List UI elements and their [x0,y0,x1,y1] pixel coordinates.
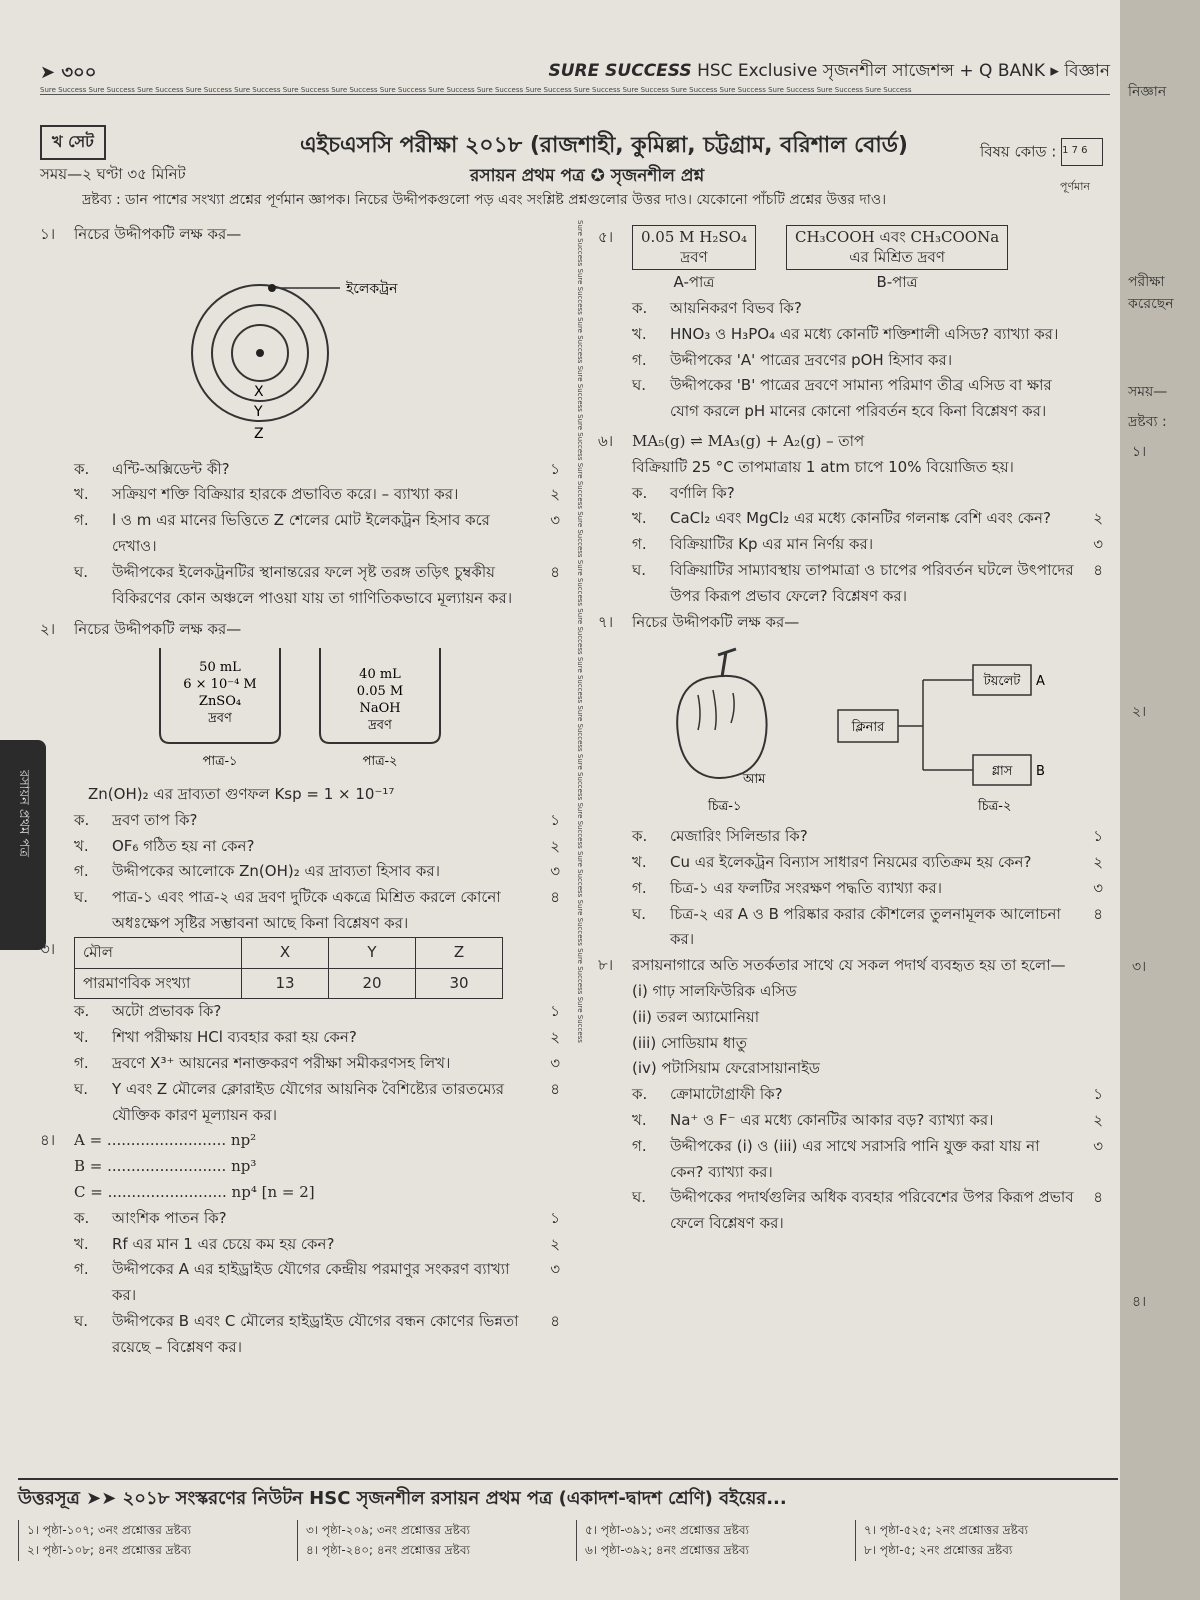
toilet-a: A [1036,674,1045,690]
sub-question [598,1082,1103,1108]
footer-col [297,1520,576,1561]
vessel2-solute: NaOH [359,701,401,717]
q2-parts [40,808,560,937]
sub-question-label: ক. [74,1208,90,1227]
beakers-diagram [120,643,480,773]
question-6 [598,429,1103,610]
fruit-label: আম [743,772,766,788]
sub-question-label: ঘ. [74,1079,89,1098]
sub-question-text: HNO₃ ও H₃PO₄ এর মধ্যে কোনটি শক্তিশালী এসিড? ব্যাখ্যা কর। [670,324,1059,343]
sub-question [40,999,560,1025]
answer-reference-footer [18,1478,1118,1600]
sub-question-marks: ২ [550,1028,560,1047]
question-3 [40,937,560,1129]
sub-question-marks: ৪ [550,888,560,907]
left-column [40,222,560,1361]
adjacent-fragment: ১। [1132,444,1147,460]
sub-question-marks: ৪ [1093,561,1103,580]
set-badge: খ সেট [40,125,106,160]
sub-question-text: দ্রবণে X³⁺ আয়নের শনাক্তকরণ পরীক্ষা সমীকরণসহ লিখ। [112,1053,451,1072]
q4-line-b: B = ......................... np³ [74,1157,257,1176]
question-8 [598,953,1103,1237]
table-cell: Y [329,937,416,968]
sub-question-label: গ. [632,535,647,554]
sub-question [598,1108,1103,1134]
sub-question-label: ঘ. [632,1188,647,1207]
table-cell: 30 [416,968,503,999]
sub-question [598,824,1103,850]
sub-question-marks: ১ [550,810,560,829]
sub-question-text: OF₆ গঠিত হয় না কেন? [112,836,255,855]
sub-question-marks: ৪ [550,562,560,581]
atom-diagram [160,248,560,448]
sub-question-label: ক. [632,483,648,502]
right-column [598,225,1103,1237]
vessel1-solution: দ্রবণ [208,711,232,727]
sub-question-marks: ২ [550,1234,560,1253]
adjacent-fragment: ২। [1132,704,1147,720]
q4-parts [40,1206,560,1361]
sub-question [40,834,560,860]
adjacent-page [1120,0,1200,1600]
sub-question-marks: ২ [1093,509,1103,528]
subject-code-box [1061,138,1103,166]
sub-question-text: আয়নিকরণ বিভব কি? [670,299,802,318]
fig1-label: চিত্র-১ [708,799,742,815]
sub-question-marks: ২ [1093,853,1103,872]
sub-question-text: বর্ণালি কি? [670,483,735,502]
brand-text: HSC Exclusive সৃজনশীল সাজেশন্স + Q BANK ▸ বিজ্ঞান [697,61,1110,81]
sub-question [40,808,560,834]
sub-question-text: পাত্র-১ এবং পাত্র-২ এর দ্রবণ দুটিকে একত্রে মিশ্রিত করলে কোনো অধঃক্ষেপ সৃষ্টির সম্ভাবনা আছে কিনা বিশ্লেষণ কর। [112,888,501,932]
sub-question-marks: ১ [550,1002,560,1021]
footer-ref: ৪। পৃষ্ঠা-২৪০; ৪নং প্রশ্নোত্তর দ্রষ্টব্য [306,1543,470,1558]
column-divider: Sure Success Sure Success Sure Success Sure Success Sure Success Sure Success Sure Success Sure Success Sure Success Sure Success Sure Success Sure Success Sure Success Sure Success Sure Success Sure Success Sure Success [576,220,584,1043]
box-b-label: B-পাত্র [876,273,918,292]
subject-code-value: 1 7 6 [1062,145,1088,156]
sub-question-marks: ১ [1093,1085,1103,1104]
sub-question [598,876,1103,902]
sub-question-label: খ. [632,1111,647,1130]
q1-stem: নিচের উদ্দীপকটি লক্ষ কর— [74,225,242,243]
sub-question-text: উদ্দীপকের A এর হাইড্রাইড যৌগের কেন্দ্রীয় পরমাণুর সংকরণ ব্যাখ্যা কর। [112,1260,510,1305]
q3-parts [40,999,560,1128]
footer-ref: ৩। পৃষ্ঠা-২০৯; ৩নং প্রশ্নোত্তর দ্রষ্টব্য [306,1523,471,1537]
sub-question [598,850,1103,876]
sub-question-marks: ৪ [1093,1188,1103,1207]
sub-question-marks: ৩ [550,1053,560,1072]
q8-parts [598,1082,1103,1237]
sub-question [40,1025,560,1051]
sub-question [598,1134,1103,1186]
shell-z-label: Z [254,425,264,442]
sub-question [598,1185,1103,1237]
sub-question-text: উদ্দীপকের পদার্থগুলির অধিক ব্যবহার পরিবেশের উপর কিরূপ প্রভাব ফেলে বিশ্লেষণ কর। [670,1188,1074,1233]
sub-question-marks: ১ [550,1208,560,1227]
q7-figures [618,635,1098,815]
adjacent-fragment: নিজ্ঞান [1128,84,1167,100]
sub-question-marks: ৪ [550,1311,560,1330]
toilet-label: টয়লেট [983,674,1021,690]
sub-question-label: ক. [74,1002,90,1021]
sub-question [40,457,560,483]
sub-question-text: চিত্র-১ এর ফলটির সংরক্ষণ পদ্ধতি ব্যাখ্যা কর। [670,878,942,897]
electron-label: ইলেকট্রন [346,280,398,297]
vessel1-volume: 50 mL [199,660,241,676]
glass-label: গ্লাস [991,764,1013,780]
sub-question-text: সক্রিয়ণ শক্তি বিক্রিয়ার হারকে প্রভাবিত করে। – ব্যাখ্যা কর। [112,485,459,504]
q3-number: ৩। [40,939,56,958]
sub-question-text: উদ্দীপকের আলোকে Zn(OH)₂ এর দ্রাব্যতা হিসাব কর। [112,862,440,881]
sub-question [598,348,1103,374]
q4-line-a: A = ......................... np² [74,1131,257,1150]
table-cell: 20 [329,968,416,999]
question-2 [40,617,560,936]
sub-question-text: l ও m এর মানের ভিত্তিতে Z শেলের মোট ইলেকট্রন হিসাব করে দেখাও। [112,511,490,555]
adjacent-fragment: পরীক্ষা [1128,274,1165,290]
q7-parts [598,824,1103,953]
footer-ref: ৭। পৃষ্ঠা-৫২৫; ২নং প্রশ্নোত্তর দ্রষ্টব্য [864,1523,1028,1537]
sub-question-text: অটো প্রভাবক কি? [112,1002,222,1021]
vessel1-label: পাত্র-১ [202,754,238,770]
exam-title: এইচএসসি পরীক্ষা ২০১৮ (রাজশাহী, কুমিল্লা, চট্টগ্রাম, বরিশাল বোর্ড) [300,133,908,158]
brand-header [549,58,1111,86]
sub-question-text: Cu এর ইলেকট্রন বিন্যাস সাধারণ নিয়মের ব্যতিক্রম হয় কেন? [670,853,1032,872]
sub-question [40,482,560,508]
sub-question-label: গ. [632,1136,647,1155]
sub-question-label: ক. [632,1085,648,1104]
sub-question-text: Na⁺ ও F⁻ এর মধ্যে কোনটির আকার বড়? ব্যাখ্যা কর। [670,1111,994,1130]
ksp-line: Zn(OH)₂ এর দ্রাব্যতা গুণফল Ksp = 1 × 10⁻¹⁷ [88,784,395,803]
sub-question [598,322,1103,348]
brand-logo: SURE SUCCESS [548,61,692,81]
table-row [75,937,503,968]
question-1 [40,222,560,611]
footer-col [18,1520,297,1561]
vessel2-label: পাত্র-২ [362,754,398,770]
sub-question-label: গ. [632,878,647,897]
sub-question-marks: ১ [1093,827,1103,846]
q8-item-2: (ii) তরল অ্যামোনিয়া [632,1007,760,1026]
table-cell: পারমাণবিক সংখ্যা [75,968,242,999]
table-cell: মৌল [75,937,242,968]
q1-parts [40,457,560,612]
sub-question-text: CaCl₂ এবং MgCl₂ এর মধ্যে কোনটির গলনাঙ্ক বেশি এবং কেন? [670,509,1051,528]
sub-question-text: চিত্র-২ এর A ও B পরিষ্কার করার কৌশলের তুলনামূলক আলোচনা কর। [670,904,1061,949]
footer-ref: ৮। পৃষ্ঠা-৫; ২নং প্রশ্নোত্তর দ্রষ্টব্য [864,1543,1013,1558]
sub-question [40,560,560,612]
table-cell: 13 [242,968,329,999]
sub-question-label: ঘ. [632,376,647,395]
sub-question-marks: ৩ [550,1260,560,1279]
box-a-line1: 0.05 M H₂SO₄ [641,228,747,246]
vessel2-conc: 0.05 M [356,684,404,700]
q4-line-c: C = ......................... np⁴ [n = 2] [74,1182,315,1201]
sub-question-label: ঘ. [74,1311,89,1330]
adjacent-fragment: দ্রষ্টব্য : [1128,414,1167,430]
sub-question-marks: ২ [1093,1111,1103,1130]
box-a-line2: দ্রবণ [680,247,708,266]
sub-question-text: উদ্দীপকের B এবং C মৌলের হাইড্রাইড যৌগের বন্ধন কোণের ভিন্নতা রয়েছে – বিশ্লেষণ কর। [112,1311,519,1356]
sub-question-label: গ. [74,1053,89,1072]
q5-parts [598,296,1103,425]
side-tab-label: রসায়ন প্রথম পত্র [16,770,31,857]
sub-question-marks: ৩ [1093,878,1103,897]
sub-question-label: খ. [74,1028,89,1047]
sub-question [598,481,1103,507]
q8-item-1: (i) গাঢ় সালফিউরিক এসিড [632,982,797,1001]
sub-question [40,508,560,560]
table-cell: Z [416,937,503,968]
glass-b: B [1036,764,1045,780]
sub-question [40,1257,560,1309]
header-strip: Sure Success Sure Success Sure Success Sure Success Sure Success Sure Success Sure Success Sure Success Sure Success Sure Success Sure Success Sure Success Sure Success Sure Success Sure Success Sure Success Sure Success Sure Success [40,86,1110,95]
q5-number: ৫। [598,228,614,246]
sub-question-label: খ. [632,853,647,872]
footer-col [576,1520,855,1561]
exam-note: দ্রষ্টব্য : ডান পাশের সংখ্যা প্রশ্নের পূর্ণমান জ্ঞাপক। নিচের উদ্দীপকগুলো পড় এবং সংশ্লিষ্ট প্রশ্নগুলোর উত্তর দাও। যেকোনো পাঁচটি প্রশ্নের উত্তর দাও। [82,192,887,208]
q8-item-3: (iii) সোডিয়াম ধাতু [632,1033,747,1052]
sub-question-text: দ্রবণ তাপ কি? [112,810,198,829]
sub-question-label: খ. [74,1234,89,1253]
q6-stem: বিক্রিয়াটি 25 °C তাপমাত্রায় 1 atm চাপে 10% বিয়োজিত হয়। [632,457,1014,476]
page-number: ➤ ৩০০ [40,62,97,83]
exam-subject: রসায়ন প্রথম পত্র ✪ সৃজনশীল প্রশ্ন [470,166,705,186]
adjacent-fragment: সময়— [1128,384,1168,400]
sub-question [40,885,560,937]
footer-ref: ৬। পৃষ্ঠা-৩৯২; ৪নং প্রশ্নোত্তর দ্রষ্টব্য [585,1543,749,1558]
sub-question-text: উদ্দীপকের ইলেকট্রনটির স্থানান্তরের ফলে সৃষ্ট তরঙ্গ তড়িৎ চুম্বকীয় বিকিরণের কোন অঞ্চলে পাওয়া যায় তা গাণিতিকভাবে মূল্যায়ন কর। [112,562,513,607]
sub-question [598,558,1103,610]
sub-question-marks: ২ [550,485,560,504]
sub-question-label: ঘ. [74,888,89,907]
sub-question-label: ক. [74,459,90,478]
sub-question-marks: ১ [550,459,560,478]
sub-question-text: শিখা পরীক্ষায় HCl ব্যবহার করা হয় কেন? [112,1028,357,1047]
question-7 [598,610,1103,954]
sub-question [598,296,1103,322]
box-a-label: A-পাত্র [673,273,715,292]
sub-question-text: Y এবং Z মৌলের ক্লোরাইড যৌগের আয়নিক বৈশিষ্ট্যের তারতম্যের যৌক্তিক কারণ মূল্যায়ন কর। [112,1079,505,1124]
sub-question [40,859,560,885]
footer-title: উত্তরসূত্র ➤➤ ২০১৮ সংস্করণের নিউটন HSC সৃজনশীল রসায়ন প্রথম পত্র (একাদশ-দ্বাদশ শ্রেণি) বইয়ের... [18,1488,787,1509]
full-marks: পূর্ণমান [1060,180,1090,193]
cleaner-label: ক্লিনার [851,720,885,736]
question-5 [598,225,1103,425]
q2-number: ২। [40,620,56,639]
sub-question-marks: ৩ [1093,1136,1103,1155]
sub-question-text: Rf এর মান 1 এর চেয়ে কম হয় কেন? [112,1234,335,1253]
adjacent-fragment: ৪। [1132,1294,1147,1310]
sub-question-text: বিক্রিয়াটির সাম্যাবস্থায় তাপমাত্রা ও চাপের পরিবর্তন ঘটলে উৎপাদের উপর কিরূপ প্রভাব ফেলে? বিশ্লেষণ কর। [670,561,1074,605]
sub-question-label: গ. [74,1260,89,1279]
q8-number: ৮। [598,956,614,975]
footer-col [855,1520,1120,1561]
element-table [74,937,503,1000]
q8-stem: রসায়নাগারে অতি সতর্কতার সাথে যে সকল পদার্থ ব্যবহৃত হয় তা হলো— [632,956,1066,975]
box-b-line1: CH₃COOH এবং CH₃COONa [794,228,1000,246]
sub-question-label: গ. [74,862,89,881]
sub-question [40,1309,560,1361]
sub-question [40,1077,560,1129]
sub-question-text: আংশিক পাতন কি? [112,1208,227,1227]
footer-ref: ১। পৃষ্ঠা-১০৭; ৩নং প্রশ্নোত্তর দ্রষ্টব্য [27,1523,191,1537]
exam-time: সময়—২ ঘণ্টা ৩৫ মিনিট [40,165,186,183]
sub-question-label: খ. [74,485,89,504]
fig2-label: চিত্র-২ [978,799,1012,815]
sub-question [40,1232,560,1258]
q7-number: ৭। [598,612,614,631]
subject-code [980,138,1103,166]
sub-question-text: উদ্দীপকের 'B' পাত্রের দ্রবণে সামান্য পরিমাণ তীব্র এসিড বা ক্ষার যোগ করলে pH মানের কোনো পরিবর্তন হবে কিনা বিশ্লেষণ কর। [670,376,1052,421]
q4-number: ৪। [40,1131,56,1150]
sub-question [598,902,1103,954]
sub-question-label: খ. [632,324,647,343]
sub-question-marks: ৩ [550,862,560,881]
sub-question-label: ক. [632,827,648,846]
sub-question [40,1051,560,1077]
sub-question-text: উদ্দীপকের (i) ও (iii) এর সাথে সরাসরি পানি যুক্ত করা যায় না কেন? ব্যাখ্যা কর। [670,1136,1040,1181]
footer-ref: ২। পৃষ্ঠা-১০৮; ৪নং প্রশ্নোত্তর দ্রষ্টব্য [27,1543,191,1558]
footer-ref: ৫। পৃষ্ঠা-৩৯১; ৩নং প্রশ্নোত্তর দ্রষ্টব্য [585,1523,749,1537]
sub-question-marks: ৪ [1093,904,1103,923]
sub-question [598,506,1103,532]
sub-question-marks: ৪ [550,1079,560,1098]
q7-stem: নিচের উদ্দীপকটি লক্ষ কর— [632,612,800,631]
sub-question-label: খ. [632,509,647,528]
sub-question-label: গ. [74,511,89,530]
q8-item-4: (iv) পটাসিয়াম ফেরোসায়ানাইড [632,1059,820,1078]
sub-question-label: ক. [632,299,648,318]
sub-question-label: ক. [74,810,90,829]
table-row [75,968,503,999]
q2-stem: নিচের উদ্দীপকটি লক্ষ কর— [74,620,242,639]
sub-question-label: গ. [632,350,647,369]
sub-question-label: ঘ. [74,562,89,581]
adjacent-fragment: ৩। [1132,959,1147,975]
vessel2-volume: 40 mL [359,667,401,683]
sub-question-text: ক্রোমাটোগ্রাফী কি? [670,1085,783,1104]
shell-y-label: Y [254,403,263,420]
adjacent-fragment: করেছেন [1128,296,1174,312]
sub-question-marks: ৩ [550,511,560,530]
sub-question [40,1206,560,1232]
page-header [40,58,1110,108]
footer-grid [18,1520,1120,1561]
vessel2-solution: দ্রবণ [368,718,392,734]
box-b [786,225,1008,270]
sub-question-text: এন্টি-অক্সিডেন্ট কী? [112,459,230,478]
sub-question-marks: ২ [550,836,560,855]
sub-question-marks: ৩ [1093,535,1103,554]
q6-equation: MA₅(g) ⇌ MA₃(g) + A₂(g) – তাপ [632,432,865,451]
subject-code-label: বিষয় কোড : [980,142,1057,161]
q1-number: ১। [40,225,56,243]
sub-question [598,373,1103,425]
question-4 [40,1128,560,1360]
box-a [632,225,756,270]
sub-question-label: ঘ. [632,561,647,580]
sub-question-text: বিক্রিয়াটির Kp এর মান নির্ণয় কর। [670,535,874,554]
sub-question-label: ঘ. [632,904,647,923]
sub-question-text: উদ্দীপকের 'A' পাত্রের দ্রবণের pOH হিসাব কর। [670,350,953,369]
q6-number: ৬। [598,432,614,451]
box-b-line2: এর মিশ্রিত দ্রবণ [849,247,945,266]
vessel1-conc: 6 × 10⁻⁴ M [183,677,257,693]
sub-question-label: খ. [74,836,89,855]
shell-x-label: X [254,383,264,400]
vessel1-solute: ZnSO₄ [198,694,242,710]
q6-parts [598,481,1103,610]
table-cell: X [242,937,329,968]
sub-question [598,532,1103,558]
sub-question-text: মেজারিং সিলিন্ডার কি? [670,827,808,846]
